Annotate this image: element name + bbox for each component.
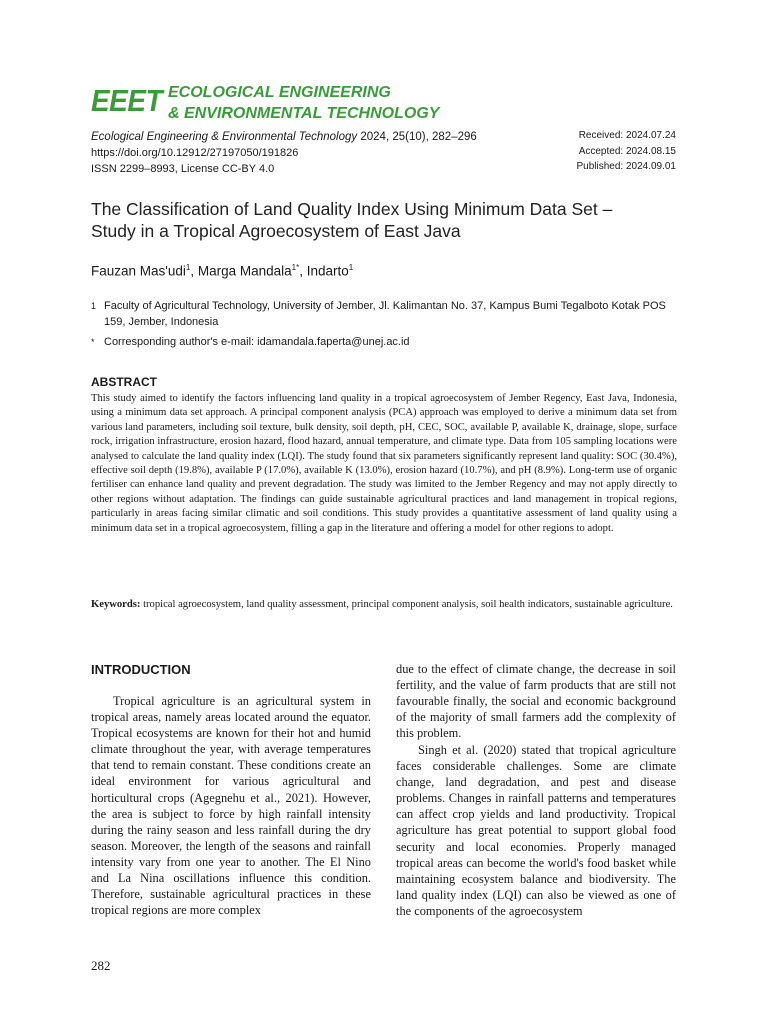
accepted-date: Accepted: 2024.08.15 (578, 145, 676, 157)
introduction-paragraph-right-2: Singh et al. (2020) stated that tropical agriculture faces considerable challenges. Some are climate change, land degradation, and pest and disease problems. Changes in rainfall patterns and temperatures can affect crop yields and land productivity. Tropical agriculture has great potential to support global food security and local economies. Properly managed tropical areas can become the world's food basket while maintaining ecosystem balance and biodiversity. The land quality index (LQI) can also be viewed as one of the components of the agroecosystem (396, 743, 676, 918)
publication-dates (576, 128, 676, 175)
author-list: Fauzan Mas'udi$^1$, Marga Mandala$^{1*}$, Indarto$^1$ (91, 263, 354, 279)
journal-name (168, 82, 439, 124)
page-number: 282 (91, 958, 111, 973)
affiliation-text: Faculty of Agricultural Technology, University of Jember, Jl. Kalimantan No. 37, Kampus Bumi Tegalboto Kotak POS 159, Jember, Indonesia (104, 300, 666, 328)
citation-details: 2024, 25(10), 282–296 (360, 131, 477, 143)
introduction-paragraph-left: Tropical agriculture is an agricultural system in tropical areas, namely areas located around the equator. Tropical ecosystems are known for their hot and humid climate throughout the year, with average temperatures that tend to remain constant. These conditions create an ideal environment for various agricultural and horticultural crops (Agegnehu et al., 2021). However, the area is subject to force by high rainfall intensity during the rainy season and less rainfall during the dry season. Moreover, the length of the seasons and rainfall intensity vary from one year to another. The El Nino and La Nina oscillations influence this condition. Therefore, sustainable agricultural practices in these tropical regions are more complex (91, 694, 371, 918)
keywords (91, 598, 677, 612)
keywords-text: tropical agroecosystem, land quality assessment, principal component analysis, soil health indicators, sustainable agriculture. (140, 599, 673, 610)
citation-journal: Ecological Engineering & Environmental Technology (91, 131, 358, 143)
author-name: Fauzan Mas'udi (91, 263, 186, 279)
citation-block (91, 129, 531, 177)
author-affiliation-mark: 1 (185, 263, 191, 272)
affiliations (91, 298, 681, 350)
author-affiliation-mark: 1 (348, 263, 354, 272)
author-name: Marga Mandala (197, 263, 292, 279)
doi-link[interactable]: https://doi.org/10.12912/27197050/191826 (91, 147, 299, 159)
published-date: Published: 2024.09.01 (576, 161, 676, 172)
abstract-heading: ABSTRACT (91, 375, 157, 389)
author-affiliation-mark: 1* (291, 263, 300, 272)
corresponding-email-row (91, 334, 681, 350)
corresponding-email[interactable]: Corresponding author's e-mail: idamandala.faperta@unej.ac.id (104, 336, 410, 348)
journal-logo: EEET (91, 83, 163, 118)
keywords-label: Keywords: (91, 599, 141, 610)
paper-title: The Classification of Land Quality Index Using Minimum Data Set – Study in a Tropical Agroecosystem of East Java (91, 199, 613, 241)
journal-name-line1: ECOLOGICAL ENGINEERING (168, 84, 391, 101)
abstract-text: This study aimed to identify the factors influencing land quality in a tropical agroecosystem of Jember Regency, East Java, Indonesia, using a minimum data set approach. A principal component analysis (PCA) approach was employed to derive a minimum data set from various land parameters, including soil texture, bulk density, soil depth, pH, CEC, SOC, available P, available K, drainage, slope, surface rock, irrigation infrastructure, erosion hazard, flood hazard, annual temperature, and climate type. Data from 105 sampling locations were analysed to calculate the land quality index (LQI). The study found that six parameters significantly represent land quality: SOC (30.4%), effective soil depth (19.8%), available P (17.0%), available K (13.0%), erosion hazard (10.7%), and pH (8.9%). Long-term use of organic fertiliser can enhance land quality and prevent degradation. The study was limited to the Jember Regency and may not apply directly to other regions without adaptation. The findings can guide sustainable agricultural practices and land management in tropical regions, particularly in areas facing similar climatic and soil conditions. This study provides a quantitative assessment of land quality using a minimum data set in a tropical agroecosystem, filling a gap in the literature and offering a model for other regions to adopt. (91, 393, 677, 534)
corresponding-mark: * (91, 337, 95, 347)
journal-name-line2: & ENVIRONMENTAL TECHNOLOGY (168, 105, 440, 122)
introduction-paragraph-right-1: due to the effect of climate change, the decrease in soil fertility, and the value of farm products that are still not favourable finally, the social and economic background of the majority of small farmers add the complexity of this problem. (396, 662, 676, 741)
citation-line (91, 129, 531, 145)
issn-license: ISSN 2299–8993, License CC-BY 4.0 (91, 163, 275, 175)
introduction-heading: INTRODUCTION (91, 662, 191, 677)
author-name: Indarto (306, 263, 349, 279)
received-date: Received: 2024.07.24 (578, 130, 676, 141)
affiliation-mark: 1 (91, 301, 97, 311)
affiliation-row (91, 298, 681, 330)
